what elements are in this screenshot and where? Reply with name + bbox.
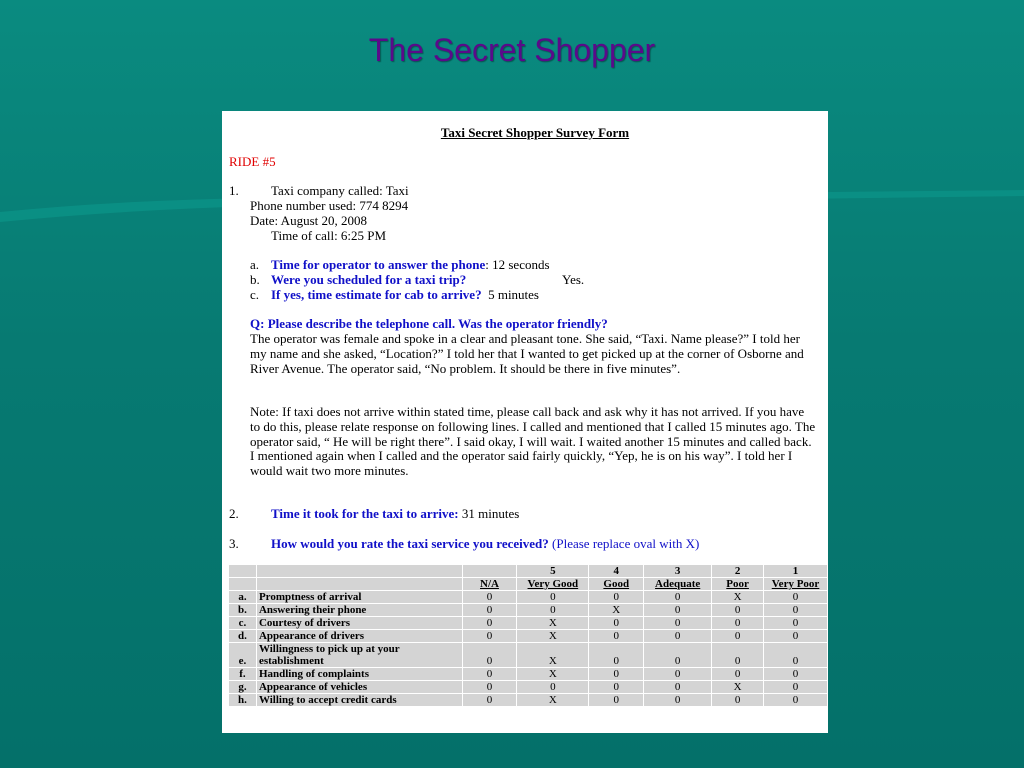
rating-mark: 0 [462,681,517,694]
rating-mark: 0 [589,681,644,694]
question-2-number: 2. [229,506,239,521]
table-row [229,643,828,668]
rating-mark: 0 [764,694,828,707]
score-cell: 3 [644,565,712,578]
item-c-value: 5 minutes [488,287,539,302]
rating-mark: 0 [644,630,712,643]
row-letter: d. [229,630,257,643]
rating-mark: 0 [764,630,828,643]
rating-mark: 0 [644,604,712,617]
rating-mark: X [517,630,589,643]
column-header-row [229,578,828,591]
rating-mark: 0 [644,681,712,694]
rating-mark: 0 [462,604,517,617]
row-label: Appearance of drivers [256,630,462,643]
column-header: Good [589,578,644,591]
survey-document [222,111,828,733]
rating-mark: 0 [517,591,589,604]
rating-body [229,591,828,707]
rating-mark: 0 [712,643,764,668]
item-c-letter: c. [250,287,260,302]
rating-mark: X [517,617,589,630]
row-label: Willing to accept credit cards [256,694,462,707]
call-description: The operator was female and spoke in a clear and pleasant tone. She said, “Taxi. Name please?” I told her my name and she asked, “Location?” I told her that I wanted to get picked up at the corner of Osborne and River Avenue. The operator said, “No problem. It should be there in five minutes”. [250,331,804,376]
rating-mark: 0 [764,681,828,694]
rating-mark: X [517,694,589,707]
rating-mark: 0 [589,617,644,630]
question-1-number: 1. [229,183,239,198]
row-letter: c. [229,617,257,630]
rating-mark: 0 [644,643,712,668]
rating-mark: 0 [644,668,712,681]
rating-mark: 0 [712,668,764,681]
table-row [229,630,828,643]
score-cell [462,565,517,578]
rating-mark: 0 [589,591,644,604]
row-label: Promptness of arrival [256,591,462,604]
rating-mark: 0 [764,668,828,681]
column-header: N/A [462,578,517,591]
rating-mark: 0 [644,694,712,707]
rating-mark: 0 [589,643,644,668]
rating-mark: 0 [462,694,517,707]
row-letter: a. [229,591,257,604]
table-row [229,694,828,707]
rating-mark: 0 [589,668,644,681]
row-letter: b. [229,604,257,617]
score-cell: 5 [517,565,589,578]
rating-mark: X [712,681,764,694]
column-header: Very Poor [764,578,828,591]
ride-number: RIDE #5 [229,154,276,169]
rating-mark: 0 [462,643,517,668]
rating-mark: 0 [712,617,764,630]
row-letter: e. [229,643,257,668]
row-label: Willingness to pick up at your establishment [256,643,462,668]
rating-mark: 0 [644,591,712,604]
rating-mark: 0 [712,694,764,707]
item-a-letter: a. [250,257,260,272]
rating-mark: 0 [712,604,764,617]
rating-mark: X [712,591,764,604]
rating-mark: 0 [589,694,644,707]
item-c-label: If yes, time estimate for cab to arrive? [271,287,482,302]
item-b-letter: b. [250,272,260,287]
rating-mark: 0 [589,630,644,643]
phone-number-used: Phone number used: 774 8294 [250,198,409,213]
column-header: Adequate [644,578,712,591]
question-prompt: Q: Please describe the telephone call. Was the operator friendly? [250,316,608,331]
rating-mark: 0 [764,617,828,630]
question-2-value: 31 minutes [461,506,520,521]
score-cell: 2 [712,565,764,578]
question-3-number: 3. [229,536,239,551]
row-letter: h. [229,694,257,707]
column-header: Very Good [517,578,589,591]
row-label: Handling of complaints [256,668,462,681]
row-label: Courtesy of drivers [256,617,462,630]
rating-mark: X [589,604,644,617]
slide-title: The Secret Shopper [368,32,656,68]
question-3-label: How would you rate the taxi service you received? [271,536,549,551]
row-letter: f. [229,668,257,681]
rating-mark: 0 [712,630,764,643]
form-title: Taxi Secret Shopper Survey Form [440,125,630,140]
rating-mark: 0 [644,617,712,630]
row-label: Answering their phone [256,604,462,617]
note-paragraph: Note: If taxi does not arrive within stated time, please call back and ask why it has not arrived. If you have to do this, please relate response on following lines. I called and mentioned that I called 15 minutes ago. The operator said, “ He will be right there”. I said okay, I will wait. I waited another 15 minutes and called back. I mentioned again when I called and the operator said fairly quickly, “Yep, he is on his way”. I told her I would wait two more minutes. [250,404,816,479]
rating-mark: 0 [764,591,828,604]
rating-table [228,564,828,707]
item-b-label: Were you scheduled for a taxi trip? [271,272,467,287]
taxi-company: Taxi company called: Taxi [271,183,409,198]
rating-mark: 0 [462,617,517,630]
rating-mark: 0 [462,630,517,643]
score-cell: 1 [764,565,828,578]
table-row [229,617,828,630]
item-a-label: Time for operator to answer the phone [271,257,486,272]
question-3-note: (Please replace oval with X) [552,536,700,551]
score-cell: 4 [589,565,644,578]
table-row [229,591,828,604]
row-label: Appearance of vehicles [256,681,462,694]
score-row [229,565,828,578]
rating-mark: 0 [764,604,828,617]
table-row [229,668,828,681]
rating-mark: 0 [517,681,589,694]
row-letter: g. [229,681,257,694]
rating-mark: 0 [764,643,828,668]
call-time: Time of call: 6:25 PM [271,228,387,243]
rating-mark: 0 [462,591,517,604]
rating-mark: 0 [462,668,517,681]
table-row [229,604,828,617]
rating-mark: X [517,668,589,681]
rating-mark: 0 [517,604,589,617]
question-2-label: Time it took for the taxi to arrive: [271,506,459,521]
call-date: Date: August 20, 2008 [250,213,367,228]
rating-mark: X [517,643,589,668]
table-row [229,681,828,694]
column-header: Poor [712,578,764,591]
item-a-value: : 12 seconds [485,257,550,272]
item-b-value: Yes. [562,272,585,287]
